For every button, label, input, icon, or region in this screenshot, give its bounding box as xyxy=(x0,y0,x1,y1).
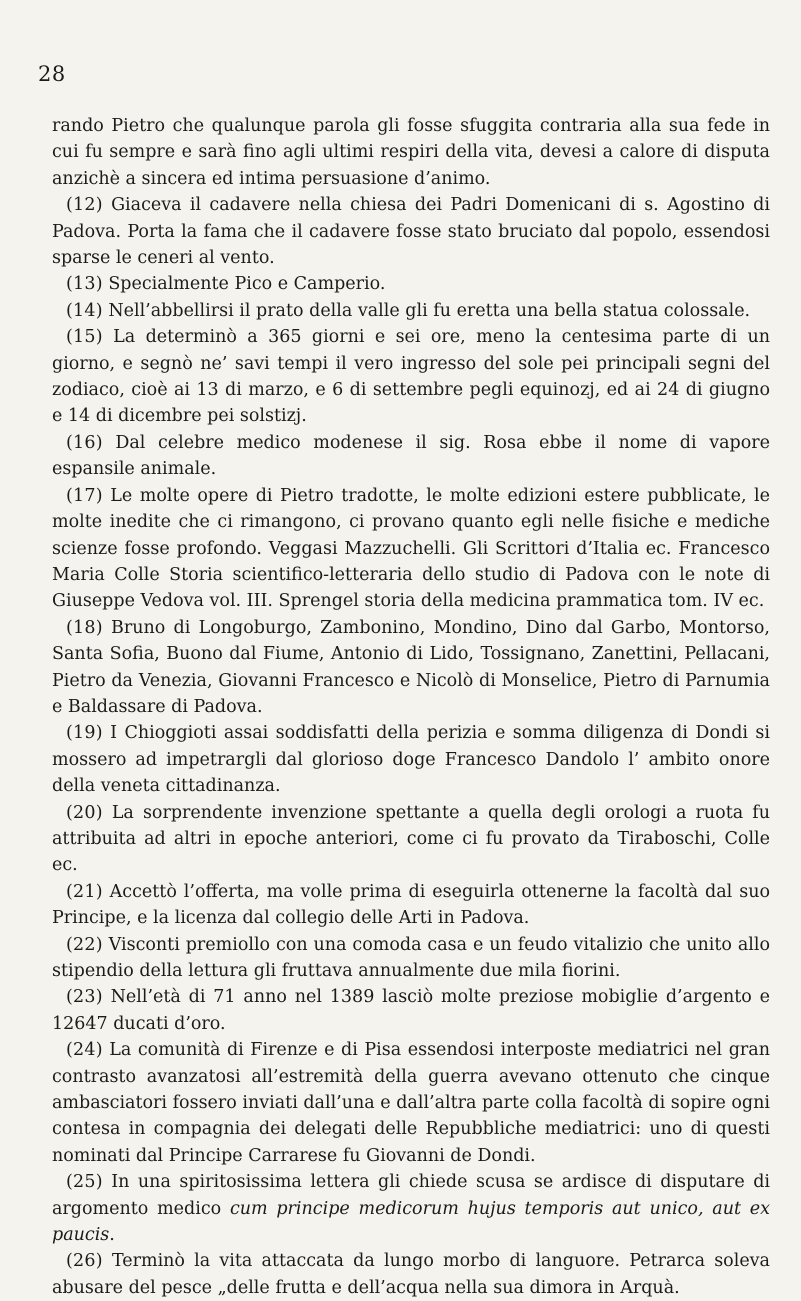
footnote-number: (21) xyxy=(66,881,103,902)
footnote-16 xyxy=(52,430,770,483)
footnote-25 xyxy=(52,1169,770,1248)
footnotes-text xyxy=(52,113,770,1301)
page-number: 28 xyxy=(38,62,66,86)
footnote-text: La comunità di Firenze e di Pisa essendosi interposte mediatrici nel gran contrasto avanzatosi all’estremità della guerra avevano ottenuto che cinque ambasciatori fossero inviati dall’una e dall’altra parte colla facoltà di sopire ogni contesa in compagnia dei delegati delle Repubbliche mediatrici: uno di questi nominati dal Principe Carrarese fu Giovanni de Dondi. xyxy=(52,1040,770,1166)
footnote-text: La determinò a 365 giorni e sei ore, meno la centesima parte di un giorno, e segnò ne’ savi tempi il vero ingresso del sole pei principali segni del zodiaco, cioè ai 13 di marzo, e 6 di settembre pegli equinozj, ed ai 24 di giugno e 14 di dicembre pei solstizj. xyxy=(52,327,770,427)
footnote-text: Giaceva il cadavere nella chiesa dei Padri Domenicani di s. Agostino di Padova. Porta la fama che il cadavere fosse stato bruciato dal popolo, essendosi sparse le ceneri al vento. xyxy=(52,195,770,269)
footnote-21 xyxy=(52,879,770,932)
footnote-text: Visconti premiollo con una comoda casa e un feudo vitalizio che unito allo stipendio della lettura gli fruttava annualmente due mila fiorini. xyxy=(52,934,770,981)
footnote-13 xyxy=(52,271,770,297)
footnote-text: Bruno di Longoburgo, Zambonino, Mondino, Dino dal Garbo, Montorso, Santa Sofia, Buono dal Fiume, Antonio di Lido, Tossignano, Zanettini, Pellacani, Pietro da Venezia, Giovanni Francesco e Nicolò di Monselice, Pietro di Parnumia e Baldassare di Padova. xyxy=(52,617,770,717)
footnote-number: (23) xyxy=(66,987,103,1008)
footnote-19 xyxy=(52,720,770,799)
footnote-number: (22) xyxy=(66,934,103,955)
footnote-number: (14) xyxy=(66,300,103,321)
footnote-12 xyxy=(52,192,770,271)
footnote-number: (25) xyxy=(66,1172,103,1193)
footnote-17 xyxy=(52,483,770,615)
footnote-18 xyxy=(52,615,770,721)
footnote-15 xyxy=(52,324,770,430)
footnote-number: (16) xyxy=(66,432,103,453)
paragraph-text: rando Pietro che qualunque parola gli fosse sfuggita contraria alla sua fede in cui fu sempre e sarà fino agli ultimi respiri della vita, devesi a calore di disputa anzichè a sincera ed intima persuasione d’animo. xyxy=(52,116,770,189)
footnote-text: Accettò l’offerta, ma volle prima di eseguirla ottenerne la facoltà dal suo Principe, e la licenza dal collegio delle Arti in Padova. xyxy=(52,881,770,929)
footnote-23 xyxy=(52,984,770,1037)
footnote-number: (15) xyxy=(66,327,103,348)
footnote-text: Dal celebre medico modenese il sig. Rosa ebbe il nome di vapore espansile animale. xyxy=(52,432,770,480)
footnote-number: (20) xyxy=(66,802,103,823)
footnote-text-end: . xyxy=(109,1225,115,1246)
footnote-26 xyxy=(52,1248,770,1301)
footnote-24 xyxy=(52,1037,770,1169)
footnote-number: (17) xyxy=(66,485,103,506)
latin-quotation: cum principe medicorum hujus temporis aut unico, aut ex paucis xyxy=(52,1198,770,1246)
footnote-number: (12) xyxy=(66,195,103,216)
footnote-number: (18) xyxy=(66,617,103,638)
footnote-text: La sorprendente invenzione spettante a quella degli orologi a ruota fu attribuita ad altri in epoche anteriori, come ci fu provato da Tiraboschi, Colle ec. xyxy=(52,802,770,876)
footnote-text: Terminò la vita attaccata da lungo morbo di languore. Petrarca soleva abusare del pesce „delle frutta e dell’acqua nella sua dimora in Arquà. xyxy=(52,1251,770,1298)
continued-paragraph xyxy=(52,113,770,192)
footnote-text: In una spiritosissima lettera gli chiede scusa se ardisce di disputare di argomento medico xyxy=(52,1172,770,1219)
footnote-text: Le molte opere di Pietro tradotte, le molte edizioni estere pubblicate, le molte inedite che ci rimangono, ci provano quanto egli nelle fisiche e mediche scienze fosse profondo. Veggasi Mazzuchelli. Gli Scrittori d’Italia ec. Francesco Maria Colle Storia scientifico-letteraria dello studio di Padova con le note di Giuseppe Vedova vol. III. Sprengel storia della medicina prammatica tom. IV ec. xyxy=(52,485,770,612)
footnote-text: I Chioggioti assai soddisfatti della perizia e somma diligenza di Dondi si mossero ad impetrargli dal glorioso doge Francesco Dandolo l’ ambito onore della veneta cittadinanza. xyxy=(52,723,770,797)
footnote-number: (13) xyxy=(66,274,103,295)
footnote-22 xyxy=(52,932,770,985)
footnote-20 xyxy=(52,800,770,879)
footnote-text: Specialmente Pico e Camperio. xyxy=(108,274,386,295)
footnote-text: Nell’età di 71 anno nel 1389 lasciò molte preziose mobiglie d’argento e 12647 ducati d’oro. xyxy=(52,987,770,1034)
footnote-14 xyxy=(52,298,770,324)
footnote-number: (24) xyxy=(66,1040,103,1061)
footnote-number: (19) xyxy=(66,723,103,744)
footnote-text: Nell’abbellirsi il prato della valle gli fu eretta una bella statua colossale. xyxy=(108,300,751,321)
footnote-number: (26) xyxy=(66,1251,103,1272)
